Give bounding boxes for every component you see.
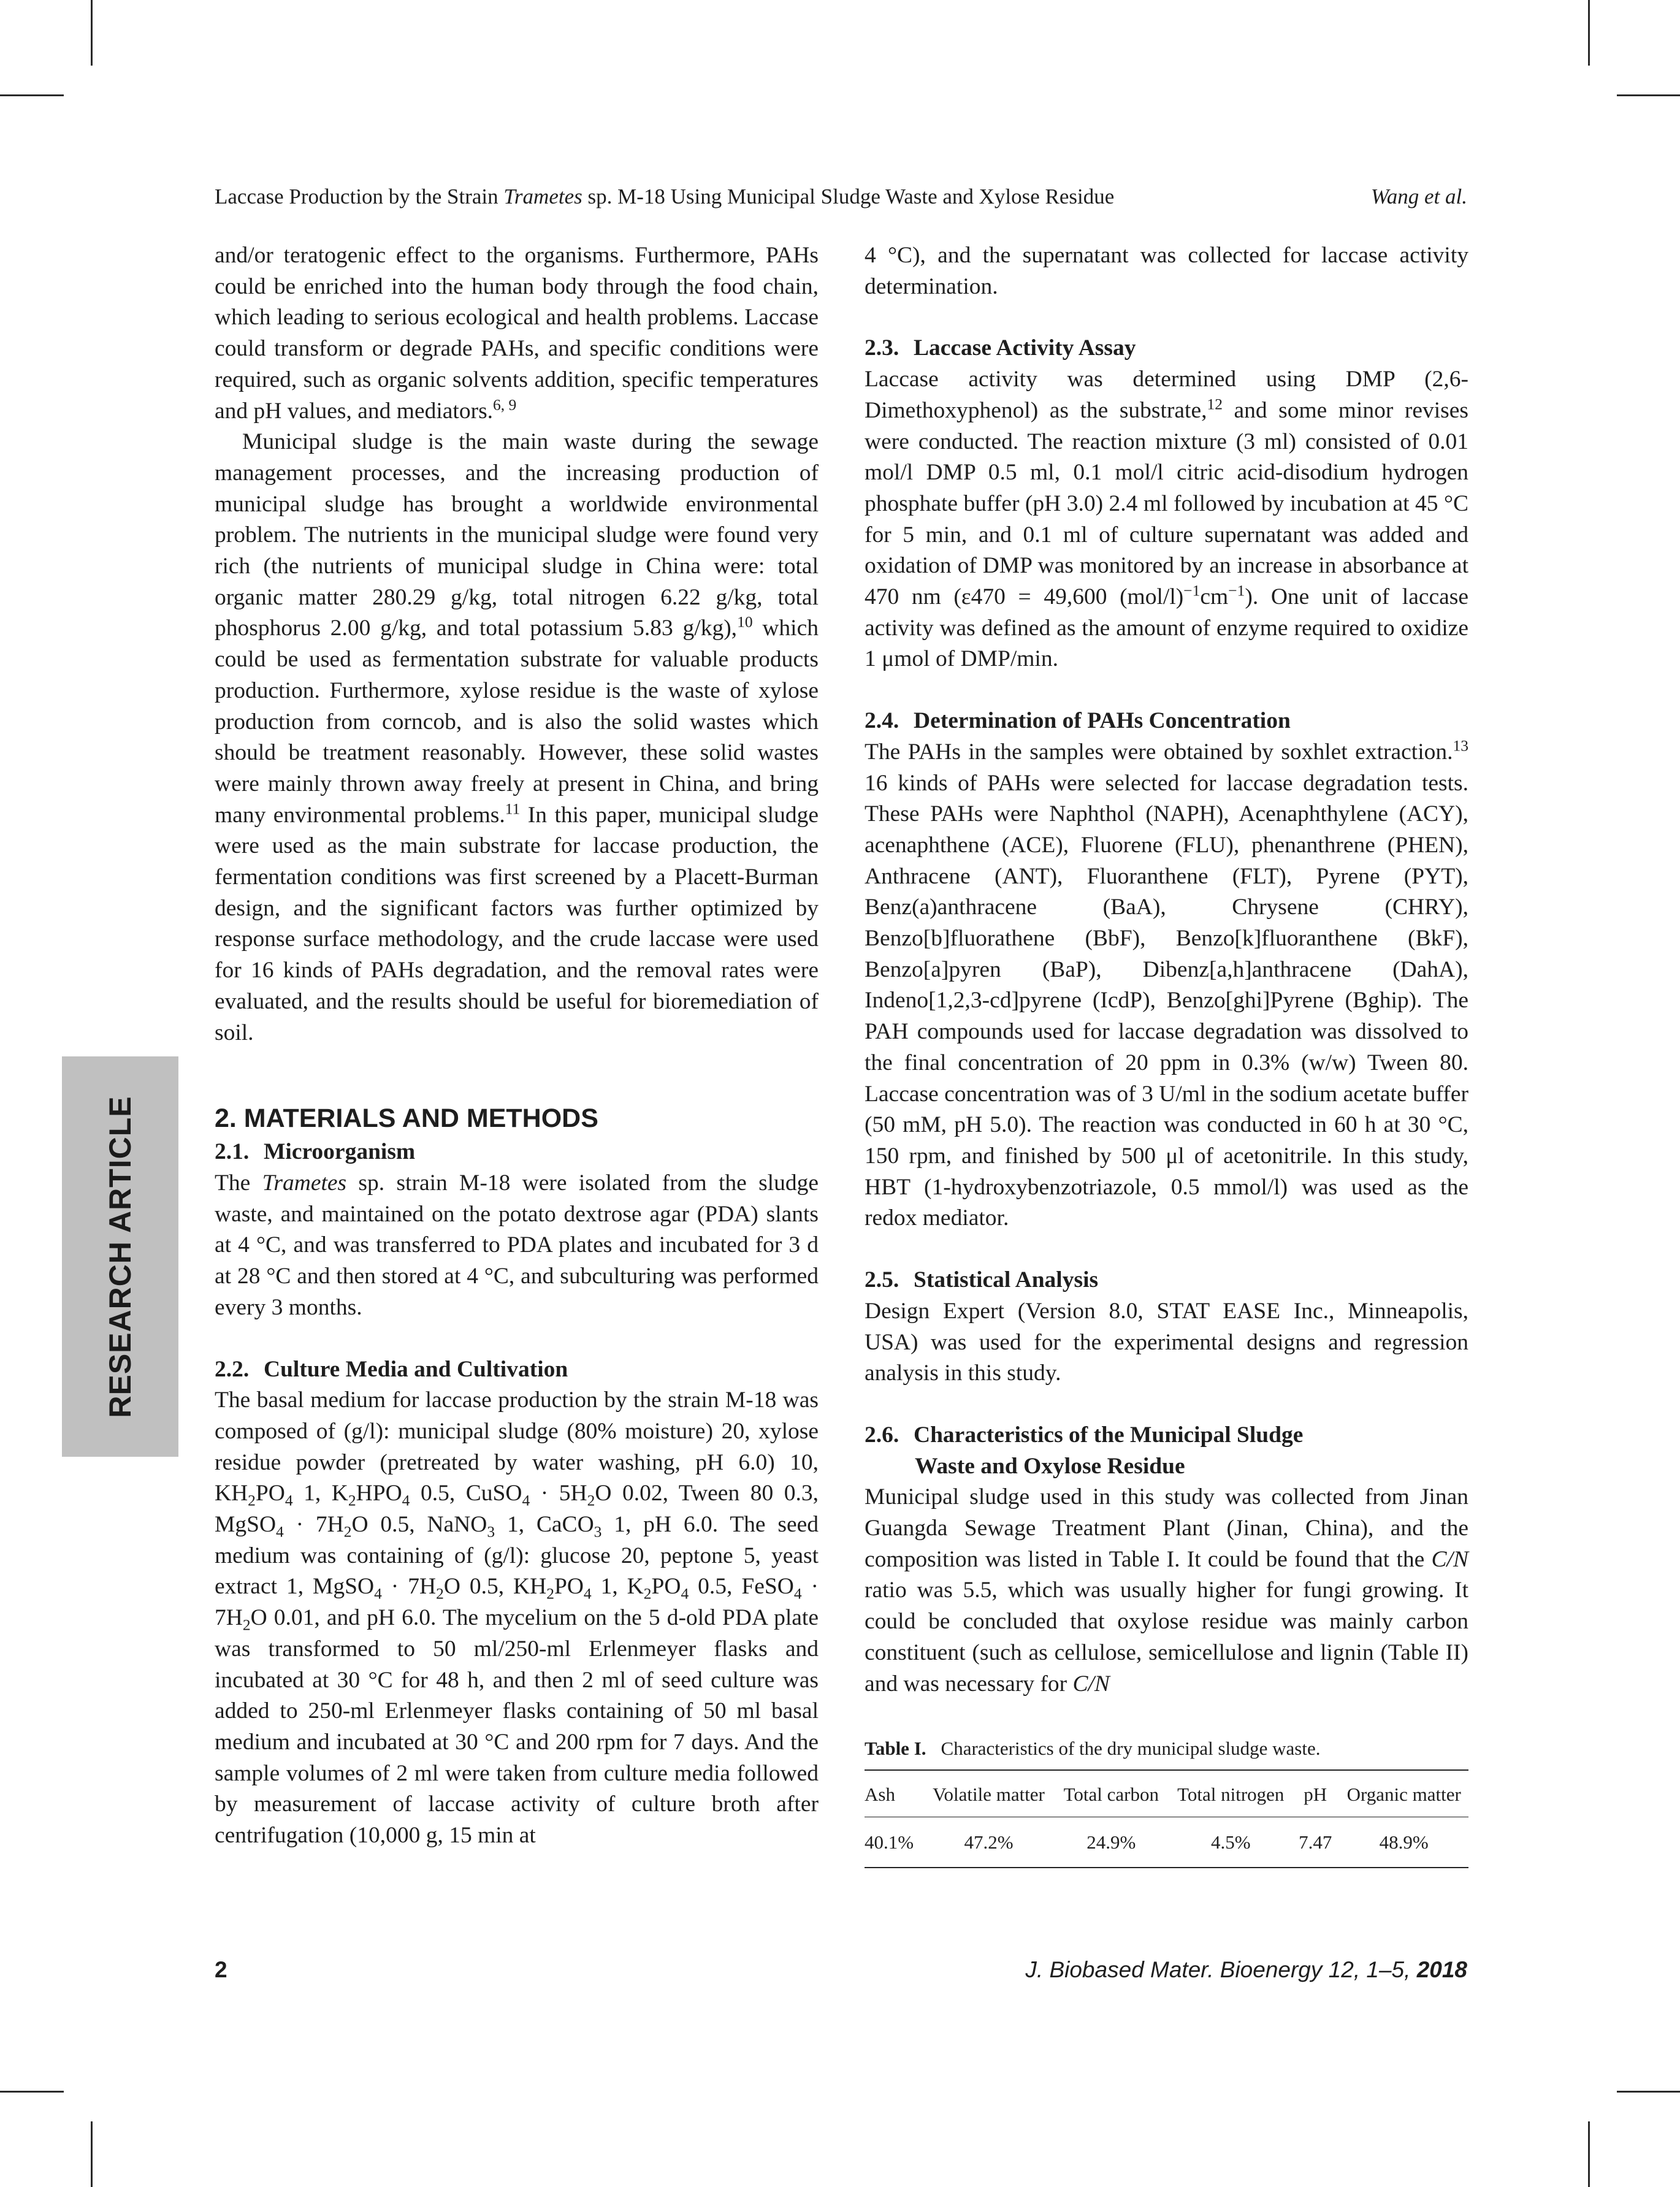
- column-header: Ash: [865, 1770, 923, 1817]
- crop-mark: [1617, 94, 1680, 96]
- table-cell: 7.47: [1299, 1831, 1332, 1853]
- article-type-tab: [62, 1056, 178, 1457]
- running-title-genus: Trametes: [503, 185, 582, 208]
- subsection-heading: 2.4. Determination of PAHs Concentration: [865, 708, 1291, 734]
- table-cell: 4.5%: [1210, 1831, 1251, 1853]
- subsection-heading: 2.1. Microorganism: [215, 1139, 416, 1165]
- crop-mark: [1617, 2091, 1680, 2093]
- running-title-text: sp. M-18 Using Municipal Sludge Waste and Xylose Residue: [582, 185, 1115, 208]
- crop-mark: [0, 94, 64, 96]
- crop-mark: [91, 2121, 93, 2187]
- column-header: pH: [1294, 1770, 1337, 1817]
- paragraph: Laccase activity was determined using DMP (2,6-Dimethoxyphenol) as the substrate,$^{12}$ and some minor revises were conducted. The reaction mixture (3 ml) consisted of 0.01 mol/l DMP 0.5 ml, 0.1 mol/l citric acid-disodium hydrogen phosphate buffer (pH 3.0) 2.4 ml followed by incubation at 45 °C for 5 min, and 0.1 ml of culture supernatant was added and oxidation of DMP was monitored by an increase in absorbance at 470 nm (ε470 = 49,600 $(mol/l)^{-1}cm^{-1}$). One unit of laccase activity was defined as the amount of enzyme required to oxidize 1 μmol of DMP/min.: [865, 367, 1469, 672]
- crop-mark: [0, 2091, 64, 2093]
- running-title-text: Laccase Production by the Strain: [215, 185, 504, 208]
- citation: 6, 9: [493, 395, 517, 414]
- paragraph: and/or teratogenic effect to the organisms. Furthermore, PAHs could be enriched into the human body through the food chain, which leading to serious ecological and health problems. Laccase could transform or degrade PAHs, and specific conditions were required, such as organic solvents addition, specific temperatures and pH values, and mediators.$^{6, 9}$: [215, 243, 819, 424]
- paragraph: The PAHs in the samples were obtained by soxhlet extraction.$^{13}$ 16 kinds of PAHs were selected for laccase degradation tests. These PAHs were Naphthol (NAPH), Acenaphthylene (ACY), acenaphthene (ACE), Fluorene (FLU), phenanthrene (PHEN), Anthracene (ANT), Fluoranthene (FLT), Pyrene (PYT), Benz(a)anthracene (BaA), Chrysene (CHRY), Benzo[b]fluorathene (BbF), Benzo[k]fluoranthene (BkF), Benzo[a]pyren (BaP), Dibenz[a,h]anthracene (DahA), Indeno[1,2,3-cd]pyrene (IcdP), Benzo[ghi]Pyrene (Bghip). The PAH compounds used for laccase degradation was dissolved to the final concentration of 20 ppm in 0.3% (w/w) Tween 80. Laccase concentration was of 3 U/ml in the sodium acetate buffer (50 mM, pH 5.0). The reaction was conducted in 60 h at 30 °C, 150 rpm, and finished by 500 μl of acetonitrile. In this study, HBT (1-hydroxybenzotriazole, 0.5 mmol/l) was used as the redox mediator.: [865, 736, 1468, 1231]
- journal-citation: J. Biobased Mater. Bioenergy 12, 1–5, 2018: [1025, 1957, 1467, 1982]
- data-table: [865, 1769, 1468, 1868]
- left-column: [215, 240, 819, 1852]
- citation: 10: [737, 613, 753, 631]
- table-cell: 48.9%: [1379, 1831, 1429, 1853]
- crop-mark: [1588, 0, 1590, 66]
- crop-mark: [1588, 2121, 1590, 2187]
- subsection-heading: 2.2. Culture Media and Cultivation: [215, 1356, 568, 1382]
- right-column: [865, 240, 1468, 1868]
- subsection-heading: 2.5. Statistical Analysis: [865, 1267, 1099, 1293]
- subsection-heading: 2.6. Characteristics of the Municipal Sludge Waste and Oxylose Residue: [865, 1422, 1304, 1479]
- paragraph: Municipal sludge used in this study was collected from Jinan Guangda Sewage Treatment Plant (Jinan, China), and the composition was listed in Table I. It could be found that the C/N ratio was 5.5, which was usually higher for fungi growing. It could be concluded that oxylose residue was mainly carbon constituent (such as cellulose, semicellulose and lignin (Table II) and was necessary for C/N: [865, 1484, 1468, 1697]
- article-type-label: RESEARCH ARTICLE: [103, 1095, 137, 1418]
- subsection-heading: 2.3. Laccase Activity Assay: [865, 335, 1136, 361]
- paragraph: Municipal sludge is the main waste during the sewage management processes, and the increasing production of municipal sludge has brought a worldwide environmental problem. The nutrients in the municipal sludge were found very rich (the nutrients of municipal sludge in China were: total organic matter 280.29 g/kg, total nitrogen 6.22 g/kg, total phosphorus 2.00 g/kg, and total potassium 5.83 g/kg),$^{10}$ which could be used as fermentation substrate for valuable products production. Furthermore, xylose residue is the waste of xylose production from corncob, and is also the solid wastes which should be treatment reasonably. However, these solid wastes were mainly thrown away freely at present in China, and bring many environmental problems.$^{11}$ In this paper, municipal sludge were used as the main substrate for laccase production, the fermentation conditions was first screened by a Placett-Burman design, and the significant factors was further optimized by response surface methodology, and the crude laccase were used for 16 kinds of PAHs degradation, and the removal rates were evaluated, and the results should be useful for bioremediation of soil.: [215, 429, 819, 1045]
- crop-mark: [91, 0, 93, 66]
- paragraph: The basal medium for laccase production by the strain M-18 was composed of (g/l): municipal sludge (80% moisture) 20, xylose residue powder (pretreated by water washing, pH 6.0) 10, $KH_2PO_4$ 1, $K_2HPO_4$ 0.5, CuSO$_4$ · $5H_2O$ 0.02, Tween 80 0.3, MgSO$_4$ · $7H_2O$ 0.5, NaNO$_3$ 1, CaCO$_3$ 1, pH 6.0. The seed medium was containing of (g/l): glucose 20, peptone 5, yeast extract 1, MgSO$_4$ · $7H_2O$ 0.5, $KH_2PO_4$ 1, $K_2PO_4$ 0.5, FeSO$_4$ · $7H_2O$ 0.01, and pH 6.0. The mycelium on the 5 d-old PDA plate was transformed to 50 ml/250-ml Erlenmeyer flasks and incubated at 30 °C for 48 h, and then 2 ml of seed culture was added to 250-ml Erlenmeyer flasks containing of 50 ml basal medium and incubated at 30 °C and 200 rpm for 7 days. And the sample volumes of 2 ml were taken from culture media followed by measurement of laccase activity of culture broth after centrifugation (10,000 g, 15 min at: [215, 1387, 819, 1849]
- table-caption-text: Characteristics of the dry municipal sludge waste.: [941, 1738, 1321, 1760]
- paragraph: The Trametes sp. strain M-18 were isolated from the sludge waste, and maintained on the potato dextrose agar (PDA) slants at 4 °C, and was transferred to PDA plates and incubated for 3 d at 28 °C and then stored at 4 °C, and subculturing was performed every 3 months.: [215, 1170, 819, 1320]
- table-cell: 24.9%: [1086, 1831, 1136, 1853]
- column-header: Volatile matter: [923, 1770, 1055, 1817]
- citation: 13: [1453, 736, 1468, 755]
- paragraph: Design Expert (Version 8.0, STAT EASE Inc., Minneapolis, USA) was used for the experimental designs and regression analysis in this study.: [865, 1298, 1468, 1386]
- table-caption: [865, 1736, 1468, 1761]
- table-cell: 40.1%: [865, 1831, 914, 1853]
- citation: 11: [505, 800, 521, 818]
- page-number: 2: [215, 1957, 227, 1982]
- section-heading: 2. MATERIALS AND METHODS: [215, 1104, 598, 1134]
- column-header: Organic matter: [1337, 1770, 1468, 1817]
- table-row: [865, 1817, 1468, 1867]
- table-header-row: [865, 1770, 1468, 1817]
- running-authors: Wang et al.: [1370, 185, 1467, 208]
- running-title: [215, 181, 1114, 212]
- table-cell: 47.2%: [964, 1831, 1014, 1853]
- table-label: Table I.: [865, 1738, 926, 1760]
- column-header: Total carbon: [1055, 1770, 1167, 1817]
- citation: 12: [1207, 395, 1223, 413]
- column-header: Total nitrogen: [1167, 1770, 1294, 1817]
- paragraph: 4 °C), and the supernatant was collected for laccase activity determination.: [865, 243, 1468, 299]
